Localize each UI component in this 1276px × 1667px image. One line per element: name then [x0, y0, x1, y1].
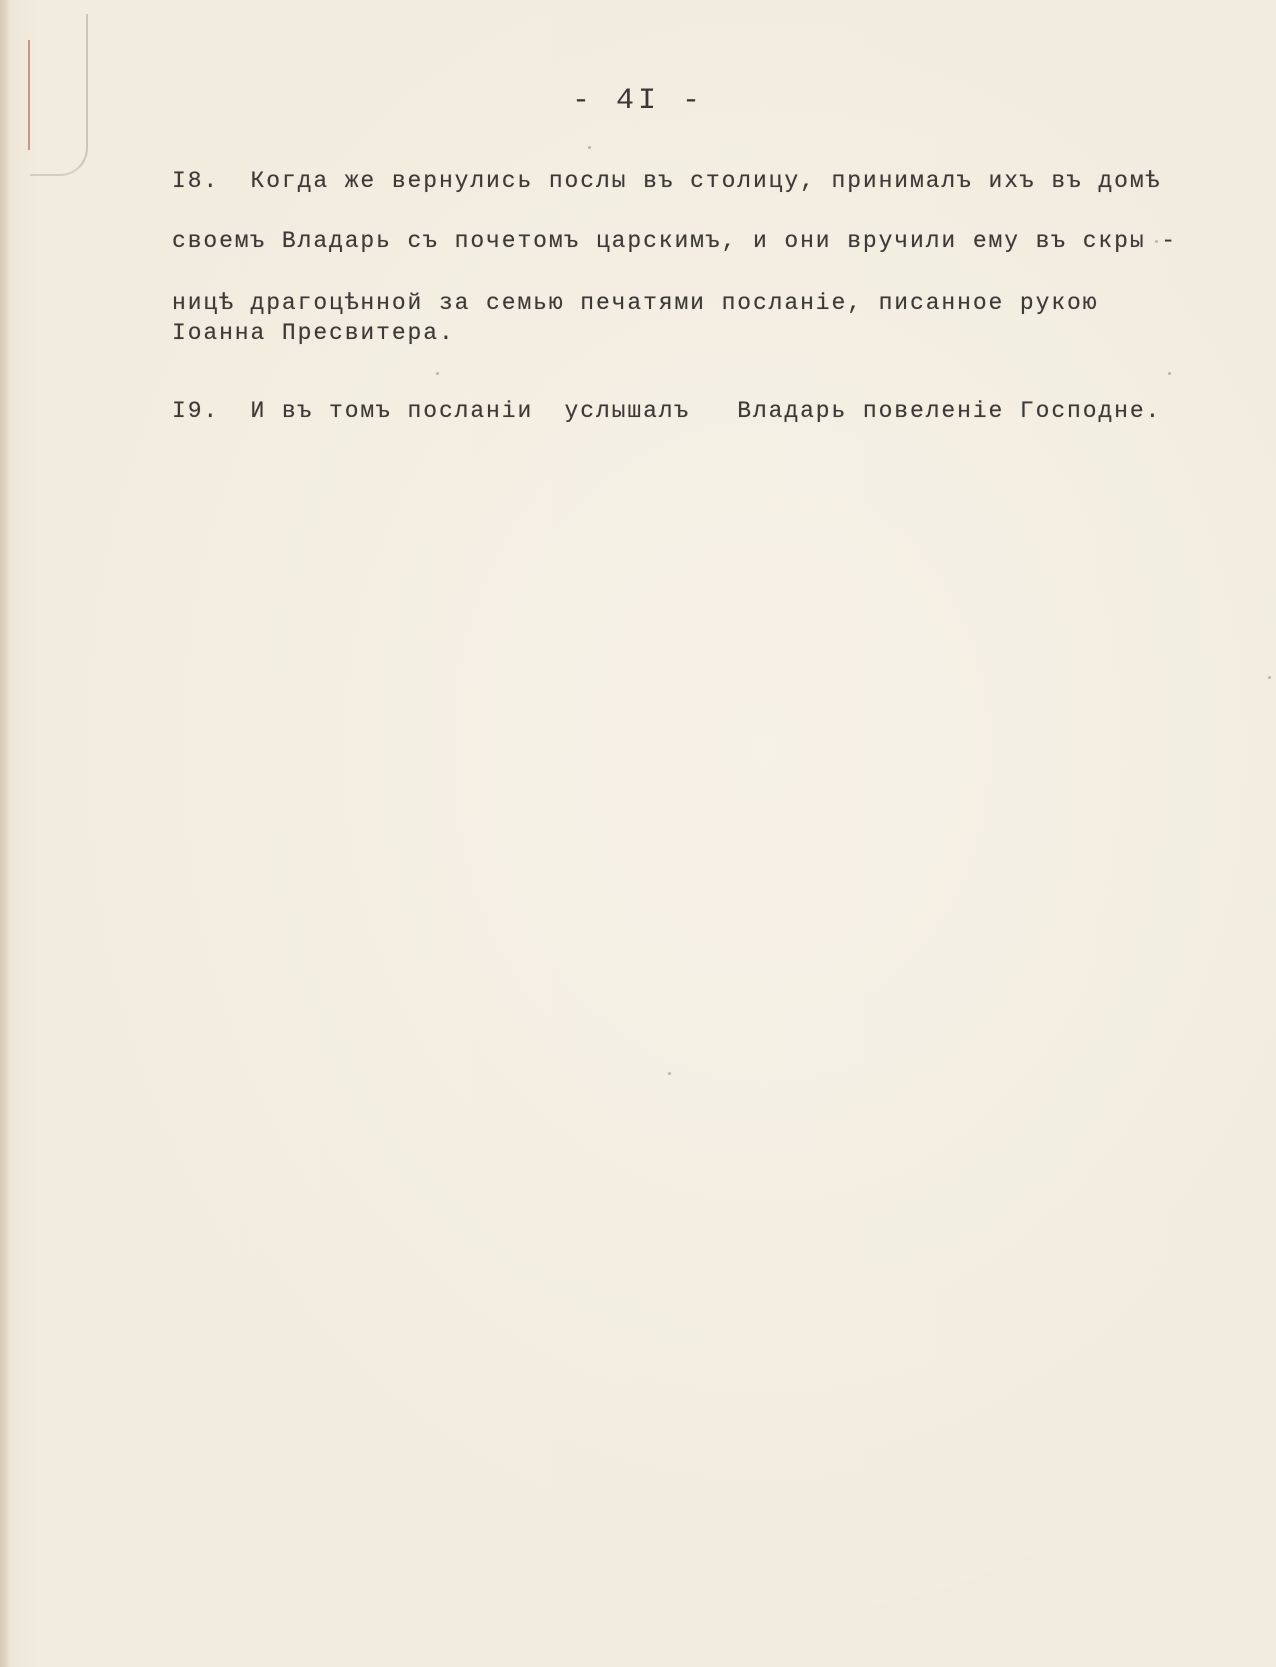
text-line: ницѣ драгоцѣнной за семью печатями посланіе, писанное рукою [172, 290, 1099, 316]
paper-speck [436, 372, 439, 375]
text-line: I8. Когда же вернулись послы въ столицу, принималъ ихъ въ домѣ [172, 168, 1162, 194]
text-line: Іоанна Пресвитера. [172, 320, 455, 346]
page-number: - 4I - [571, 84, 705, 118]
paper-speck [1168, 372, 1171, 375]
paper-speck [1268, 676, 1271, 679]
text-line: своемъ Владарь съ почетомъ царскимъ, и они вручили ему въ скры - [172, 228, 1177, 254]
paper-speck [588, 146, 591, 149]
text-line: I9. И въ томъ посланіи услышалъ Владарь повеленіе Господне. [172, 398, 1162, 424]
paper-speck [1155, 240, 1158, 243]
page-edge-shadow [0, 0, 10, 1667]
paper-speck [668, 1072, 671, 1075]
